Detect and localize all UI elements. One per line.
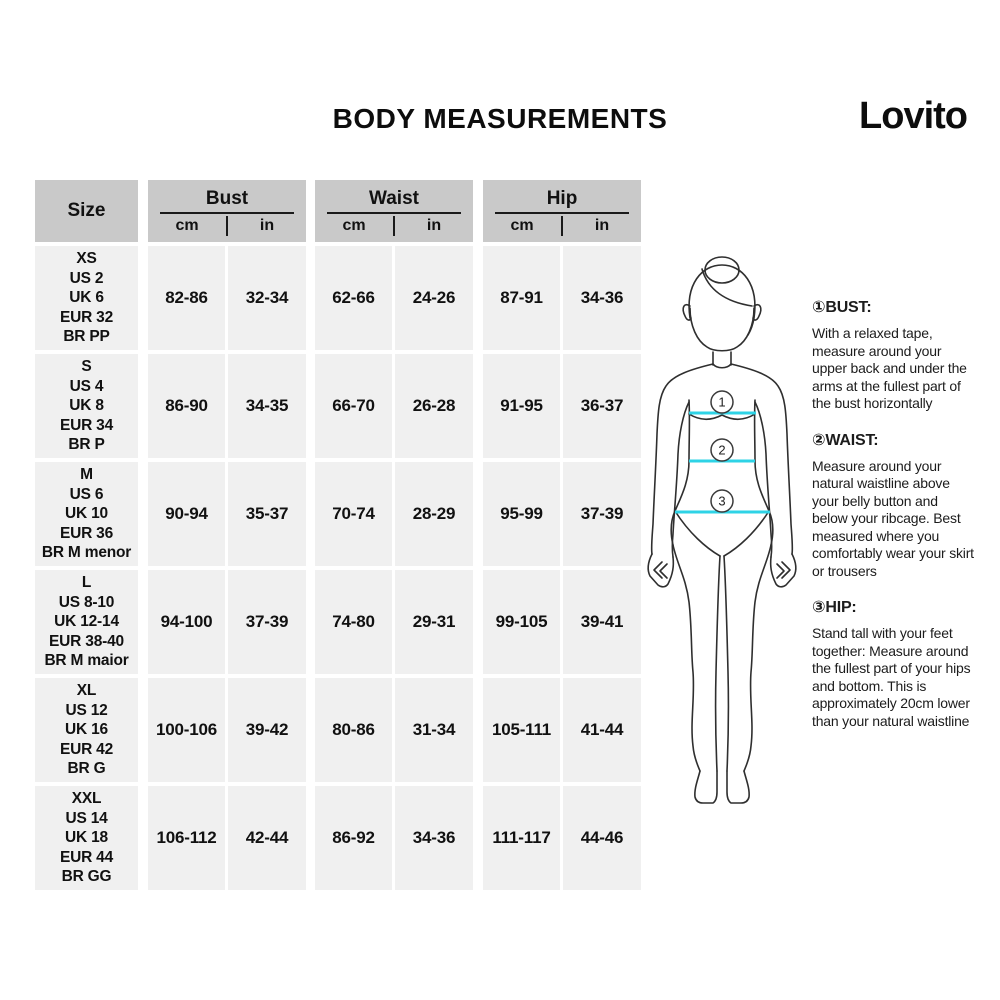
hip-in-value: 44-46 [563,786,641,890]
inner-legs [716,556,729,771]
bust-cm-value: 82-86 [148,246,225,350]
size-cell: XXL US 14 UK 18 EUR 44 BR GG [35,786,138,890]
neck [713,352,731,368]
waist-in-value: 26-28 [395,354,473,458]
right-hand [771,554,796,587]
table-row-xs [35,246,641,350]
measurements-table [35,180,641,890]
measurement-guide [812,297,974,747]
hip-label: Hip [546,188,578,209]
waist-cm-value: 66-70 [315,354,392,458]
waist-unit-in: in [426,217,442,234]
bust-guide-section [812,297,974,413]
waist-cm-value: 62-66 [315,246,392,350]
hip-cm-value: 91-95 [483,354,560,458]
table-row-m [35,462,641,566]
left-foot [695,771,717,803]
bikini-line [675,511,769,556]
hip-cm-value: 95-99 [483,462,560,566]
hip-in-value: 41-44 [563,678,641,782]
size-cell: XS US 2 UK 6 EUR 32 BR PP [35,246,138,350]
size-cell: L US 8-10 UK 12-14 EUR 38-40 BR M maior [35,570,138,674]
hair-bun [705,257,739,283]
bust-cm-value: 94-100 [148,570,225,674]
brand-logo: Lovito [859,95,967,137]
hip-column-header [483,180,641,242]
face-outline [690,308,754,351]
size-cell: XL US 12 UK 16 EUR 42 BR G [35,678,138,782]
hip-guide-section [812,597,974,730]
waist-in-value: 28-29 [395,462,473,566]
header-divider [495,212,629,214]
hip-cm-value: 99-105 [483,570,560,674]
table-row-xxl [35,786,641,890]
waist-cm-value: 80-86 [315,678,392,782]
bust-in-value: 35-37 [228,462,306,566]
bust-label: Bust [205,188,249,209]
bust-guide-heading: ①BUST: [812,299,872,316]
table-header-row [35,180,641,242]
bust-in-value: 34-35 [228,354,306,458]
bust-cm-value: 86-90 [148,354,225,458]
table-row-s [35,354,641,458]
left-leg-outer [673,545,700,771]
bust-cm-value: 106-112 [148,786,225,890]
size-column-header: Size [35,180,138,242]
bust-unit-in: in [259,217,275,234]
bust-unit-cm: cm [175,217,199,234]
bust-guide-text: With a relaxed tape, measure around your upper back and under the arms at the fullest part of the bust horizontally [812,325,967,411]
waist-marker-number: 2 [718,442,726,458]
left-hand [648,554,673,587]
bust-column-header [148,180,306,242]
hip-unit-cm: cm [510,217,534,234]
size-cell: S US 4 UK 8 EUR 34 BR P [35,354,138,458]
hip-cm-value: 111-117 [483,786,560,890]
hip-guide-text: Stand tall with your feet together: Measure around the fullest part of your hips and bottom. This is approximately 20cm lower than your natural waistline [812,625,971,729]
bust-curves [689,414,755,419]
right-foot [727,771,749,803]
waist-in-value: 31-34 [395,678,473,782]
table-row-xl [35,678,641,782]
bust-in-value: 39-42 [228,678,306,782]
bust-cm-value: 90-94 [148,462,225,566]
waist-column-header [315,180,473,242]
waist-unit-cm: cm [342,217,366,234]
waist-in-value: 34-36 [395,786,473,890]
page-title: BODY MEASUREMENTS [332,103,668,134]
header-divider [327,212,461,214]
hip-in-value: 34-36 [563,246,641,350]
bust-in-value: 37-39 [228,570,306,674]
waist-guide-heading: ②WAIST: [812,431,879,449]
hip-cm-value: 87-91 [483,246,560,350]
hip-in-value: 39-41 [563,570,641,674]
hip-guide-heading: ③HIP: [812,599,857,616]
hip-unit-in: in [594,217,610,234]
waist-cm-value: 70-74 [315,462,392,566]
size-cell: M US 6 UK 10 EUR 36 BR M menor [35,462,138,566]
hip-cm-value: 105-111 [483,678,560,782]
bust-cm-value: 100-106 [148,678,225,782]
waist-guide-section [812,430,974,581]
bust-in-value: 32-34 [228,246,306,350]
hair-outline [689,265,755,335]
waist-in-value: 29-31 [395,570,473,674]
waist-guide-text: Measure around your natural waistline above your belly button and below your ribcage. Best measured where you comfortably wear your skirt or trousers [812,457,974,579]
bust-marker-number: 1 [718,394,726,410]
bust-in-value: 42-44 [228,786,306,890]
table-row-l [35,570,641,674]
waist-cm-value: 74-80 [315,570,392,674]
right-leg-outer [744,545,771,771]
hip-in-value: 36-37 [563,354,641,458]
hip-marker-number: 3 [718,493,726,509]
waist-label: Waist [369,188,419,209]
waist-cm-value: 86-92 [315,786,392,890]
header-divider [160,212,294,214]
hip-in-value: 37-39 [563,462,641,566]
waist-in-value: 24-26 [395,246,473,350]
body-figure [640,252,810,812]
